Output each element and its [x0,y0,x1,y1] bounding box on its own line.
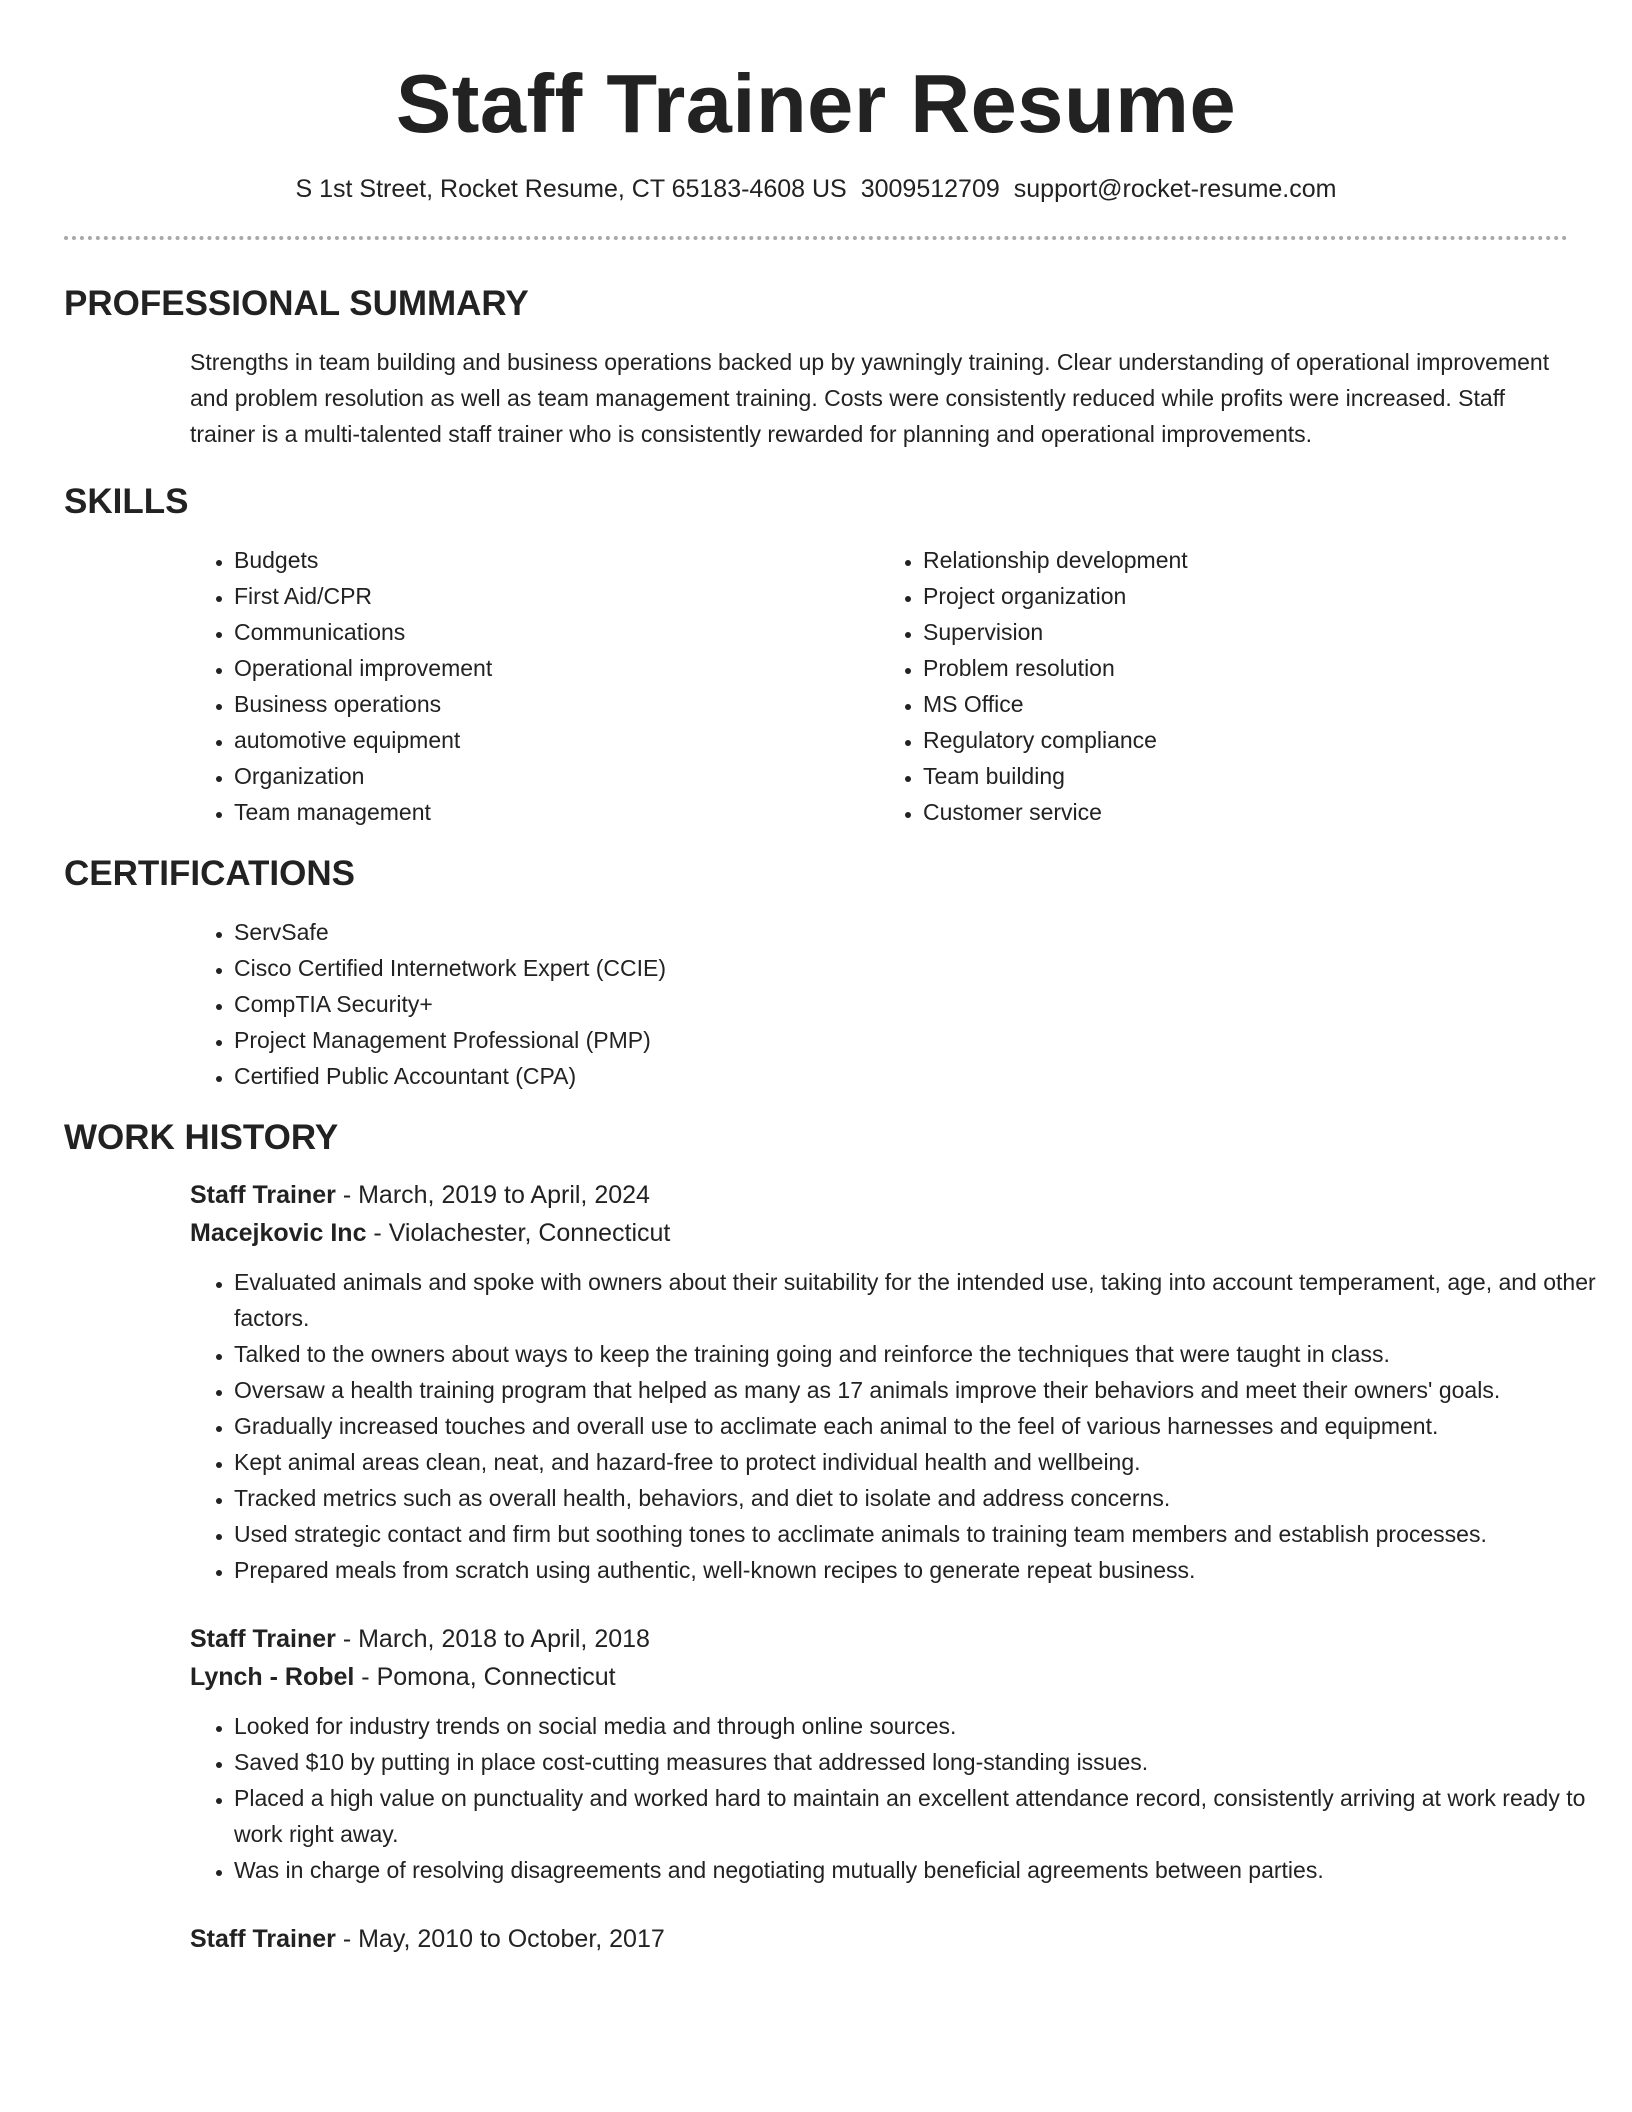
job-dates: - May, 2010 to October, 2017 [335,1925,665,1953]
job-duty-item: • Kept animal areas clean, neat, and hazard-free to protect individual health and wellbeing. [234,1444,1614,1480]
skills-heading: SKILLS [64,482,189,521]
job-duty-item: • Was in charge of resolving disagreements and negotiating mutually beneficial agreements between parties. [234,1852,1614,1888]
contact-line [64,172,1568,206]
header-divider [64,236,1568,240]
job-company-line [190,1658,1568,1696]
skill-item: • Problem resolution [923,650,1568,686]
job-entry [190,1620,1586,1888]
job-dates: - March, 2019 to April, 2024 [335,1181,650,1209]
skill-item: • Supervision [923,614,1568,650]
certifications-heading: CERTIFICATIONS [64,854,356,893]
job-duty-item: • Oversaw a health training program that helped as many as 17 animals improve their behaviors and meet their owners' goals. [234,1372,1614,1408]
job-duty-item: • Saved $10 by putting in place cost-cutting measures that addressed long-standing issues. [234,1744,1614,1780]
skill-item: • Team building [923,758,1568,794]
skills-list [190,542,1568,830]
job-role: Staff Trainer [190,1925,336,1953]
job-duty-item: • Talked to the owners about ways to keep the training going and reinforce the techniques that were taught in class. [234,1336,1614,1372]
job-company-line [190,1214,1568,1252]
resume-page [64,0,1596,1958]
certification-item: • Project Management Professional (PMP) [234,1022,1568,1058]
skill-item: • Project organization [923,578,1568,614]
job-title-line [190,1920,1568,1958]
job-duty-item: • Gradually increased touches and overall use to acclimate each animal to the feel of various harnesses and equipment. [234,1408,1614,1444]
job-duty-item: • Tracked metrics such as overall health, behaviors, and diet to isolate and address concerns. [234,1480,1614,1516]
skill-item: • Operational improvement [234,650,879,686]
skill-item: • MS Office [923,686,1568,722]
skill-item: • automotive equipment [234,722,879,758]
job-title-line [190,1176,1568,1214]
skill-item: • Regulatory compliance [923,722,1568,758]
skill-item: • Organization [234,758,879,794]
job-duties-list [190,1708,1614,1888]
job-duty-item: • Evaluated animals and spoke with owners about their suitability for the intended use, taking into account temperament, age, and other factors. [234,1264,1614,1336]
job-role: Staff Trainer [190,1625,336,1653]
job-location: - Violachester, Connecticut [366,1219,671,1247]
skill-item: • Team management [234,794,879,830]
job-duty-item: • Placed a high value on punctuality and worked hard to maintain an excellent attendance record, consistently arriving at work ready to work right away. [234,1780,1614,1852]
contact-address: S 1st Street, Rocket Resume, CT 65183-4608 US [295,175,847,203]
certification-item: • CompTIA Security+ [234,986,1568,1022]
certification-item: • Certified Public Accountant (CPA) [234,1058,1568,1094]
job-duty-item: • Looked for industry trends on social media and through online sources. [234,1708,1614,1744]
skill-item: • Business operations [234,686,879,722]
job-duty-item: • Prepared meals from scratch using authentic, well-known recipes to generate repeat business. [234,1552,1614,1588]
summary-heading: PROFESSIONAL SUMMARY [64,284,529,323]
job-duty-item: • Used strategic contact and firm but soothing tones to acclimate animals to training team members and establish processes. [234,1516,1614,1552]
skill-item: • Relationship development [923,542,1568,578]
contact-email: support@rocket-resume.com [1013,175,1337,203]
job-entry [190,1176,1596,1588]
certification-item: • Cisco Certified Internetwork Expert (CCIE) [234,950,1568,986]
job-company: Macejkovic Inc [190,1219,367,1247]
skills-column-left [190,542,879,830]
skill-item: • Customer service [923,794,1568,830]
job-title-line [190,1620,1568,1658]
job-role: Staff Trainer [190,1181,336,1209]
job-duties-list [190,1264,1614,1588]
skills-column-right [879,542,1568,830]
skill-item: • Budgets [234,542,879,578]
certifications-list [190,914,1568,1094]
summary-text: Strengths in team building and business operations backed up by yawningly training. Clear understanding of operational improvement and problem resolution as well as team management training. Costs were consistently reduced while profits were increased. Staff trainer is a multi-talented staff trainer who is consistently rewarded for planning and operational improvements. [190,349,1550,447]
skill-item: • First Aid/CPR [234,578,879,614]
job-entry [190,1920,1568,1958]
skill-item: • Communications [234,614,879,650]
job-company: Lynch - Robel [190,1663,355,1691]
certification-item: • ServSafe [234,914,1568,950]
resume-title: Staff Trainer Resume [395,57,1237,150]
job-location: - Pomona, Connecticut [354,1663,616,1691]
work-history-heading: WORK HISTORY [64,1118,339,1157]
contact-phone: 3009512709 [860,175,1000,203]
job-dates: - March, 2018 to April, 2018 [335,1625,650,1653]
